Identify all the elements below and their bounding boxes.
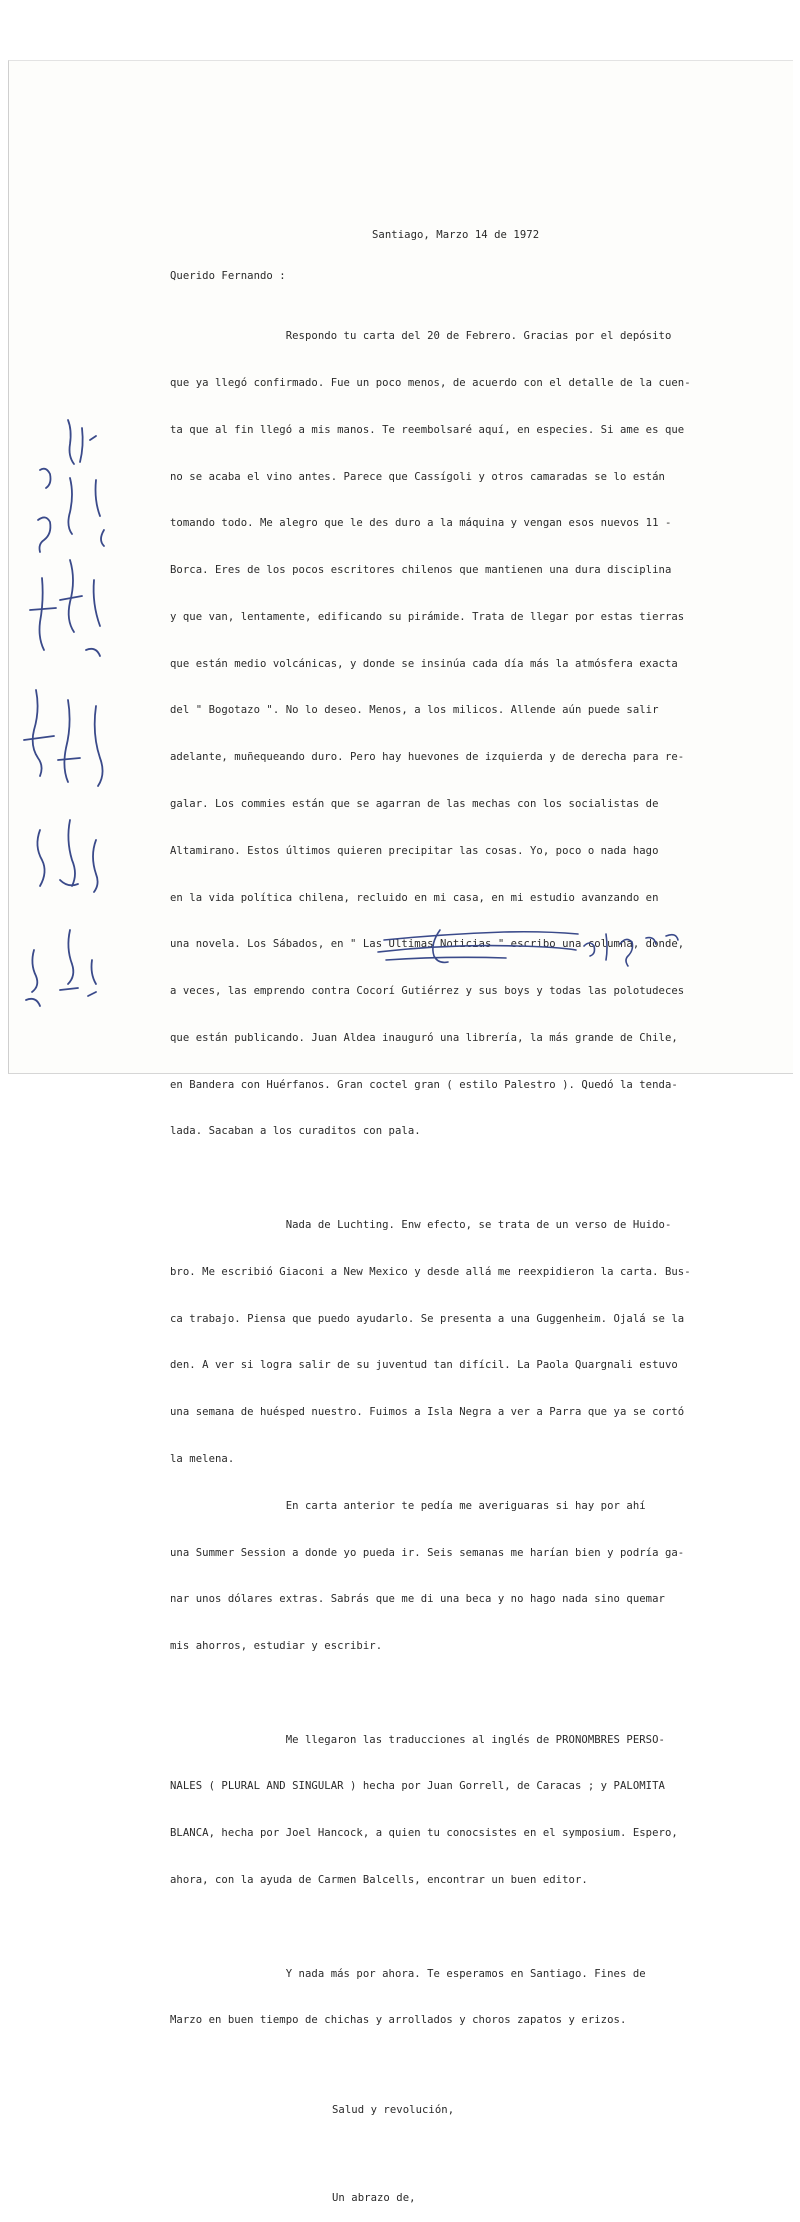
body-line: y que van, lentamente, edificando su pirámide. Trata de llegar por estas tierras [170,610,685,623]
body-line: Y nada más por ahora. Te esperamos en Santiago. Fines de [170,1967,646,1980]
body-line: una Summer Session a donde yo pueda ir. Seis semanas me harían bien y podría ga- [170,1546,685,1559]
body-line [170,1171,691,1187]
letter-date: Santiago, Marzo 14 de 1972 [372,229,540,241]
body-line: tomando todo. Me alegro que le des duro a la máquina y vengan esos nuevos 11 - [170,517,672,530]
body-line: nar unos dólares extras. Sabrás que me di una beca y no hago nada sino quemar [170,1593,665,1606]
body-line: del " Bogotazo ". No lo deseo. Menos, a los milicos. Allende aún puede salir [170,704,659,717]
body-line: que están medio volcánicas, y donde se insinúa cada día más la atmósfera exacta [170,657,678,670]
body-line: bro. Me escribió Giaconi a New Mexico y desde allá me reexpidieron la carta. Bus- [170,1265,691,1278]
body-line: ahora, con la ayuda de Carmen Balcells, encontrar un buen editor. [170,1873,588,1886]
body-line: Respondo tu carta del 20 de Febrero. Gracias por el depósito [170,330,672,343]
body-line: no se acaba el vino antes. Parece que Cassígoli y otros camaradas se lo están [170,470,665,483]
body-line: Altamirano. Estos últimos quieren precipitar las cosas. Yo, poco o nada hago [170,844,659,857]
body-line: Marzo en buen tiempo de chichas y arrollados y choros zapatos y erizos. [170,2014,627,2027]
body-line: en la vida política chilena, recluido en mi casa, en mi estudio avanzando en [170,891,659,904]
letter-body [170,298,691,2222]
body-line: lada. Sacaban a los curaditos con pala. [170,1125,421,1138]
body-line: ca trabajo. Piensa que puedo ayudarlo. Se presenta a una Guggenheim. Ojalá se la [170,1312,685,1325]
body-line: den. A ver si logra salir de su juventud tan difícil. La Paola Quargnali estuvo [170,1359,678,1372]
body-line: mis ahorros, estudiar y escribir. [170,1640,383,1653]
body-line: galar. Los commies están que se agarran de las mechas con los socialistas de [170,798,659,810]
handwritten-signature [370,916,700,972]
body-line [170,1920,691,1936]
closing-signoff: Un abrazo de, [332,2192,416,2205]
handwritten-margin-notes [0,0,140,1132]
letter-greeting: Querido Fernando : [170,270,286,282]
body-line: Me llegaron las traducciones al inglés de PRONOMBRES PERSO- [170,1733,665,1746]
body-line: que están publicando. Juan Aldea inauguró una librería, la más grande de Chile, [170,1031,678,1044]
body-line: una novela. Los Sábados, en " Las Ultimas Noticias " escribo una columna, donde, [170,938,685,951]
body-line [170,1686,691,1702]
body-line: BLANCA, hecha por Joel Hancock, a quien tu conocsistes en el symposium. Espero, [170,1827,678,1840]
body-line: Borca. Eres de los pocos escritores chilenos que mantienen una dura disciplina [170,564,672,577]
body-line: NALES ( PLURAL AND SINGULAR ) hecha por Juan Gorrell, de Caracas ; y PALOMITA [170,1780,665,1793]
body-line: a veces, las emprendo contra Cocorí Gutiérrez y sus boys y todas las polotudeces [170,985,685,998]
body-line: Nada de Luchting. Enw efecto, se trata de un verso de Huido- [170,1219,672,1232]
body-line: la melena. [170,1452,235,1465]
body-line: adelante, muñequeando duro. Pero hay huevones de izquierda y de derecha para re- [170,751,685,764]
body-line: que ya llegó confirmado. Fue un poco menos, de acuerdo con el detalle de la cuen- [170,376,691,389]
body-line: una semana de huésped nuestro. Fuimos a Isla Negra a ver a Parra que ya se cortó [170,1406,685,1419]
body-line: En carta anterior te pedía me averiguaras si hay por ahí [170,1499,646,1512]
closing-salutation: Salud y revolución, [332,2104,455,2117]
body-line: en Bandera con Huérfanos. Gran coctel gran ( estilo Palestro ). Quedó la tenda- [170,1078,678,1091]
body-line: ta que al fin llegó a mis manos. Te reembolsaré aquí, en especies. Si ame es que [170,423,685,436]
